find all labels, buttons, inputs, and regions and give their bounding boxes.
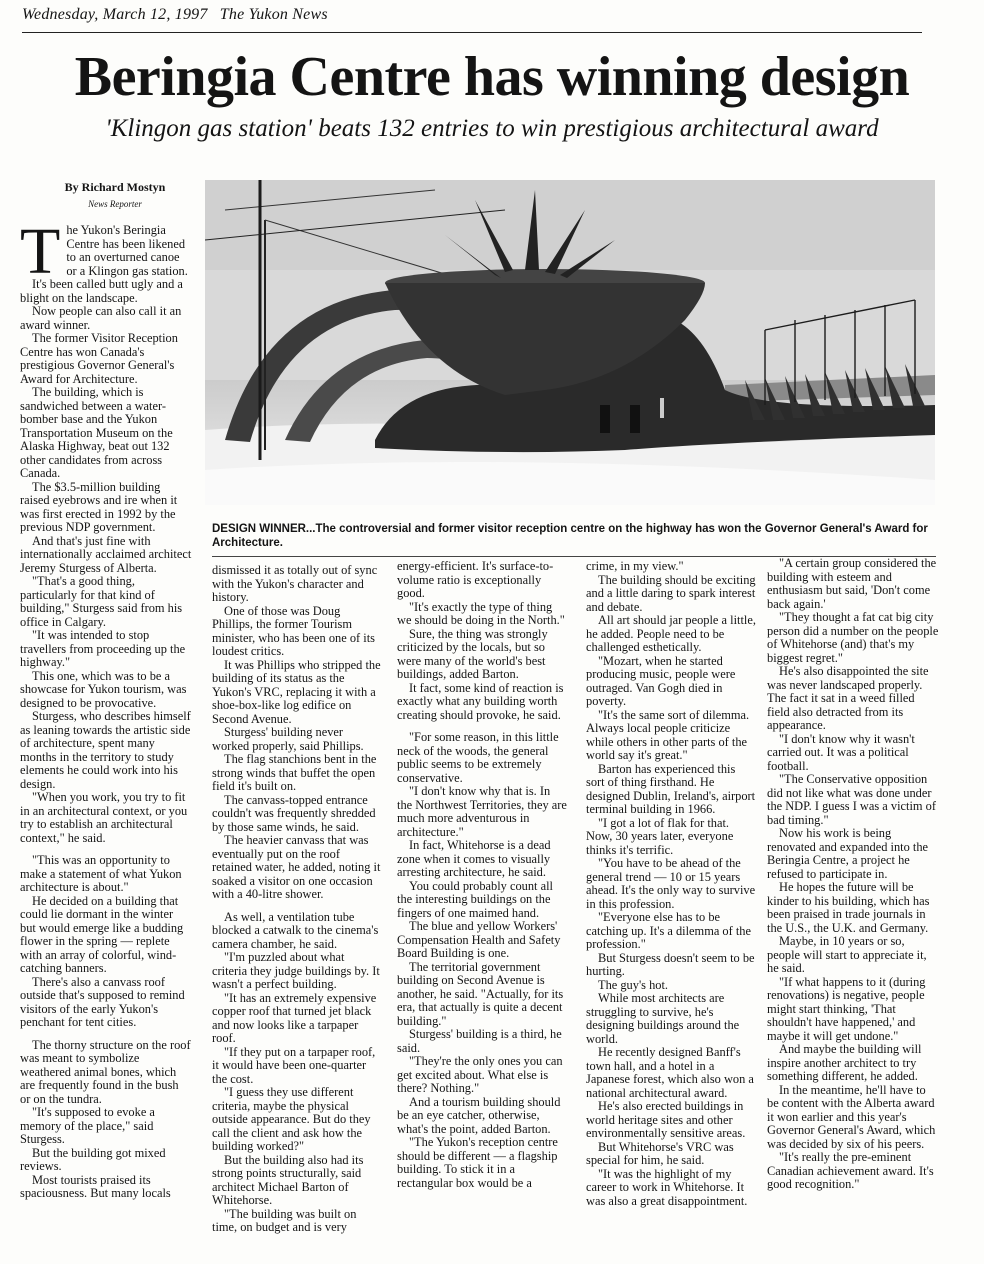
paragraph: he Yukon's Beringia Centre has been likened to an overturned canoe or a Klingon gas station.: [66, 223, 188, 278]
paragraph: Sturgess' building never worked properly, said Phillips.: [212, 725, 364, 753]
paragraph: "You have to be ahead of the general trend — 10 or 15 years ahead. It's the only way to survive in this profession.: [586, 856, 756, 911]
paragraph: "It has an extremely expensive copper roof that turned jet black and now looks like a tarpaper roof.: [212, 990, 377, 1045]
byline-name: By Richard Mostyn: [64, 180, 166, 194]
paragraph: All art should jar people a little, he added. People need to be challenged esthetically.: [586, 613, 756, 654]
paragraph: "That's a good thing, particularly for that kind of building," Sturgess said from his office in Calgary.: [20, 574, 183, 629]
paragraph: "It's supposed to evoke a memory of the place," said Sturgess.: [20, 1105, 155, 1146]
paragraph: It's been called butt ugly and a blight on the landscape.: [20, 277, 183, 305]
paragraph: The thorny structure on the roof was meant to symbolize weathered animal bones, which are frequently found in the bush or on the tundra.: [20, 1037, 191, 1106]
headline: Beringia Centre has winning design: [74, 46, 910, 108]
paragraph: "This was an opportunity to make a statement of what Yukon architecture is about.": [20, 853, 182, 894]
paragraph: The canvass-topped entrance couldn't was frequently shredded by those same winds, he said.: [212, 792, 376, 834]
article-column-4: [586, 560, 756, 1208]
paragraph: "They thought a fat cat big city person did a number on the people of Whitehorse (and) that's my biggest regret.": [767, 610, 939, 665]
byline: [30, 180, 200, 209]
subheadline: 'Klingon gas station' beats 132 entries to win prestigious architectural award: [105, 115, 879, 142]
paragraph: Most tourists praised its spaciousness. But many locals: [20, 1172, 171, 1200]
paragraph: The former Visitor Reception Centre has won Canada's prestigious Governor General's Award for Architecture.: [20, 331, 178, 386]
paragraph: The building, which is sandwiched between a water-bomber base and the Yukon Transportation Museum on the Alaska Highway, beat out 132 other candidates from across Canada.: [20, 385, 173, 480]
paragraph: But Sturgess doesn't seem to be hurting.: [586, 950, 755, 978]
paragraph: The $3.5-million building raised eyebrows and ire when it was first erected in 1992 by the previous NDP government.: [20, 479, 178, 534]
paragraph: "If they put on a tarpaper roof, it would have been one-quarter the cost.: [212, 1044, 376, 1086]
paragraph: In the meantime, he'll have to be content with the Alberta award it won earlier and this year's Governor General's Award, which was decided by six of his peers.: [767, 1082, 936, 1151]
paragraph: The guy's hot.: [598, 977, 669, 992]
paragraph: Barton has experienced this sort of thing firsthand. He designed Dublin, Ireland's, airport terminal building in 1966.: [586, 761, 756, 816]
paragraph: "I don't know why it wasn't carried out. It was a political football.: [767, 731, 915, 773]
paragraph: He's also erected buildings in world heritage sites and other environmentally sensitive areas.: [586, 1099, 746, 1140]
paragraph: But the building got mixed reviews.: [20, 1145, 166, 1173]
article-column-3: [397, 560, 567, 1190]
paragraph: He hopes the future will be kinder to his building, which has been praised in trade journals in the U.S., the U.K. and Germany.: [767, 880, 930, 935]
paragraph: In fact, Whitehorse is a dead zone when it comes to visually arresting architecture, he said.: [397, 838, 551, 879]
paragraph: Sturgess' building is a third, he said.: [397, 1027, 562, 1055]
paragraph: "I'm puzzled about what criteria they judge buildings by. It wasn't a perfect building.: [212, 950, 380, 991]
beringia-centre-photo: [205, 180, 935, 505]
paragraph: This one, which was to be a showcase for Yukon tourism, was designed to be provocative.: [20, 668, 187, 710]
paragraph: Maybe, in 10 years or so, people will start to appreciate it, he said.: [767, 934, 927, 975]
paragraph: Now people can also call it an award winner.: [20, 304, 182, 332]
paragraph: It was Phillips who stripped the building of its status as the Yukon's VRC, replacing it with a shoe-box-like log edifice on Second Avenue.: [212, 657, 381, 726]
paragraph: "It's the same sort of dilemma. Always local people criticize while others in other parts of the world say it's great.": [586, 707, 750, 762]
paragraph: Now his work is being renovated and expanded into the Beringia Centre, a project he refused to participate in.: [767, 826, 929, 881]
article-column-5: [767, 557, 939, 1192]
paragraph: dismissed it as totally out of sync with the Yukon's character and history.: [212, 563, 378, 604]
paragraph: energy-efficient. It's surface-to-volume ratio is exceptionally good.: [397, 559, 554, 600]
paragraph: "The building was built on time, on budget and is very: [212, 1206, 357, 1234]
paragraph: The building should be exciting and a little daring to spark interest and debate.: [586, 572, 756, 614]
paragraph: Sure, the thing was strongly criticized by the locals, but so were many of the world's best buildings, added Barton.: [397, 626, 548, 681]
paragraph: "I guess they use different criteria, maybe the physical outside appearance. But do they call the client and ask how the building worked?": [212, 1085, 371, 1153]
paragraph: The flag stanchions bent in the strong winds that buffet the open field it's built on.: [212, 752, 377, 793]
byline-role: News Reporter: [88, 199, 142, 209]
paragraph: It fact, some kind of reaction is exactly what any building worth creating should provoke, he said.: [397, 680, 564, 722]
dateline-date: Wednesday, March 12, 1997: [22, 6, 208, 23]
paragraph: Sturgess, who describes himself as leaning towards the artistic side of architecture, spent many months in the territory to study elements he could work into his design.: [20, 709, 191, 791]
paragraph: He's also disappointed the site was never landscaped properly. The fact it sat in a weed filled field also detracted from its appearance.: [767, 664, 929, 732]
photo-caption: DESIGN WINNER...The controversial and former visitor reception centre on the highway has won the Governor General's Award for Architecture.: [212, 523, 928, 549]
paragraph: "Mozart, when he started producing music, people were outraged. Van Gogh died in poverty.: [586, 653, 736, 708]
article-column-1: [20, 215, 192, 1201]
article-column-2: [212, 564, 382, 1235]
paragraph: He decided on a building that could lie dormant in the winter but would emerge like a budding flower in the spring — replete with an array of colorful, wind-catching banners.: [20, 893, 184, 975]
dateline: [22, 6, 922, 33]
paragraph: "A certain group considered the building with esteem and enthusiasm but said, 'Don't come back again.': [767, 556, 937, 611]
paragraph: The territorial government building on Second Avenue is another, he said. "Actually, for its era, that actually is quite a decent building.": [397, 959, 564, 1028]
paragraph: "It's exactly the type of thing we should be doing in the North.": [397, 599, 565, 627]
paragraph: "I don't know why that is. In the Northwest Territories, they are much more adventurous in architecture.": [397, 784, 567, 839]
article-photo: [205, 180, 935, 505]
paragraph: There's also a canvass roof outside that's supposed to remind visitors of the early Yukon's penchant for tent cities.: [20, 974, 185, 1029]
paragraph: "If what happens to it (during renovations) is negative, people might start thinking, 'That shouldn't have happened,' and maybe it will get undone.": [767, 974, 926, 1043]
paragraph: crime, in my view.": [586, 559, 684, 573]
paragraph: But the building also had its strong points structurally, said architect Michael Barton of Whitehorse.: [212, 1152, 364, 1207]
paragraph: "They're the only ones you can get excited about. What else is there? Nothing.": [397, 1054, 563, 1095]
paragraph: And a tourism building should be an eye catcher, otherwise, what's the point, added Barton.: [397, 1094, 561, 1136]
newspaper-name: The Yukon News: [219, 6, 328, 23]
paragraph: One of those was Doug Phillips, the former Tourism minister, who has been one of its loudest critics.: [212, 603, 375, 658]
paragraph: "The Yukon's reception centre should be different — a flagship building. To stick it in a rectangular box would be a: [397, 1135, 558, 1190]
paragraph: He recently designed Banff's town hall, and a hotel in a Japanese forest, which also won a national architectural award.: [586, 1045, 754, 1100]
paragraph: "Everyone else has to be catching up. It's a dilemma of the profession.": [586, 910, 751, 951]
drop-cap: T: [20, 215, 61, 288]
paragraph: "I got a lot of flak for that. Now, 30 years later, everyone thinks it's terrific.: [586, 815, 734, 857]
paragraph: "It was the highlight of my career to work in Whitehorse. It was also a great disappointment.: [586, 1166, 748, 1208]
paragraph: The blue and yellow Workers' Compensation Health and Safety Board Building is one.: [397, 919, 561, 960]
paragraph: And maybe the building will inspire another architect to try something different, he added.: [767, 1042, 922, 1083]
paragraph: "The Conservative opposition did not like what was done under the NDP. I guess I was a victim of bad timing.": [767, 772, 936, 827]
paragraph: You could probably count all the interesting buildings on the fingers of one maimed hand.: [397, 878, 553, 920]
paragraph: The heavier canvass that was eventually put on the roof retained water, he added, noting it soaked a visitor on one occasion with a 40-litre shower.: [212, 833, 381, 901]
paragraph: While most architects are struggling to survive, he's designing buildings around the world.: [586, 991, 740, 1046]
paragraph: As well, a ventilation tube blocked a catwalk to the cinema's camera chamber, he said.: [212, 909, 379, 951]
paragraph: "When you work, you try to fit in an architectural context, or you try to establish an architectural context," he said.: [20, 790, 188, 845]
paragraph: And that's just fine with internationally acclaimed architect Jeremy Sturgess of Alberta.: [20, 533, 192, 575]
paragraph: But Whitehorse's VRC was special for him, he said.: [586, 1139, 734, 1167]
paragraph: "It's really the pre-eminent Canadian achievement award. It's good recognition.": [767, 1150, 934, 1191]
paragraph: "For some reason, in this little neck of the woods, the general public seems to be extremely conservative.: [397, 730, 559, 785]
paragraph: "It was intended to stop travellers from proceeding up the highway.": [20, 628, 186, 669]
